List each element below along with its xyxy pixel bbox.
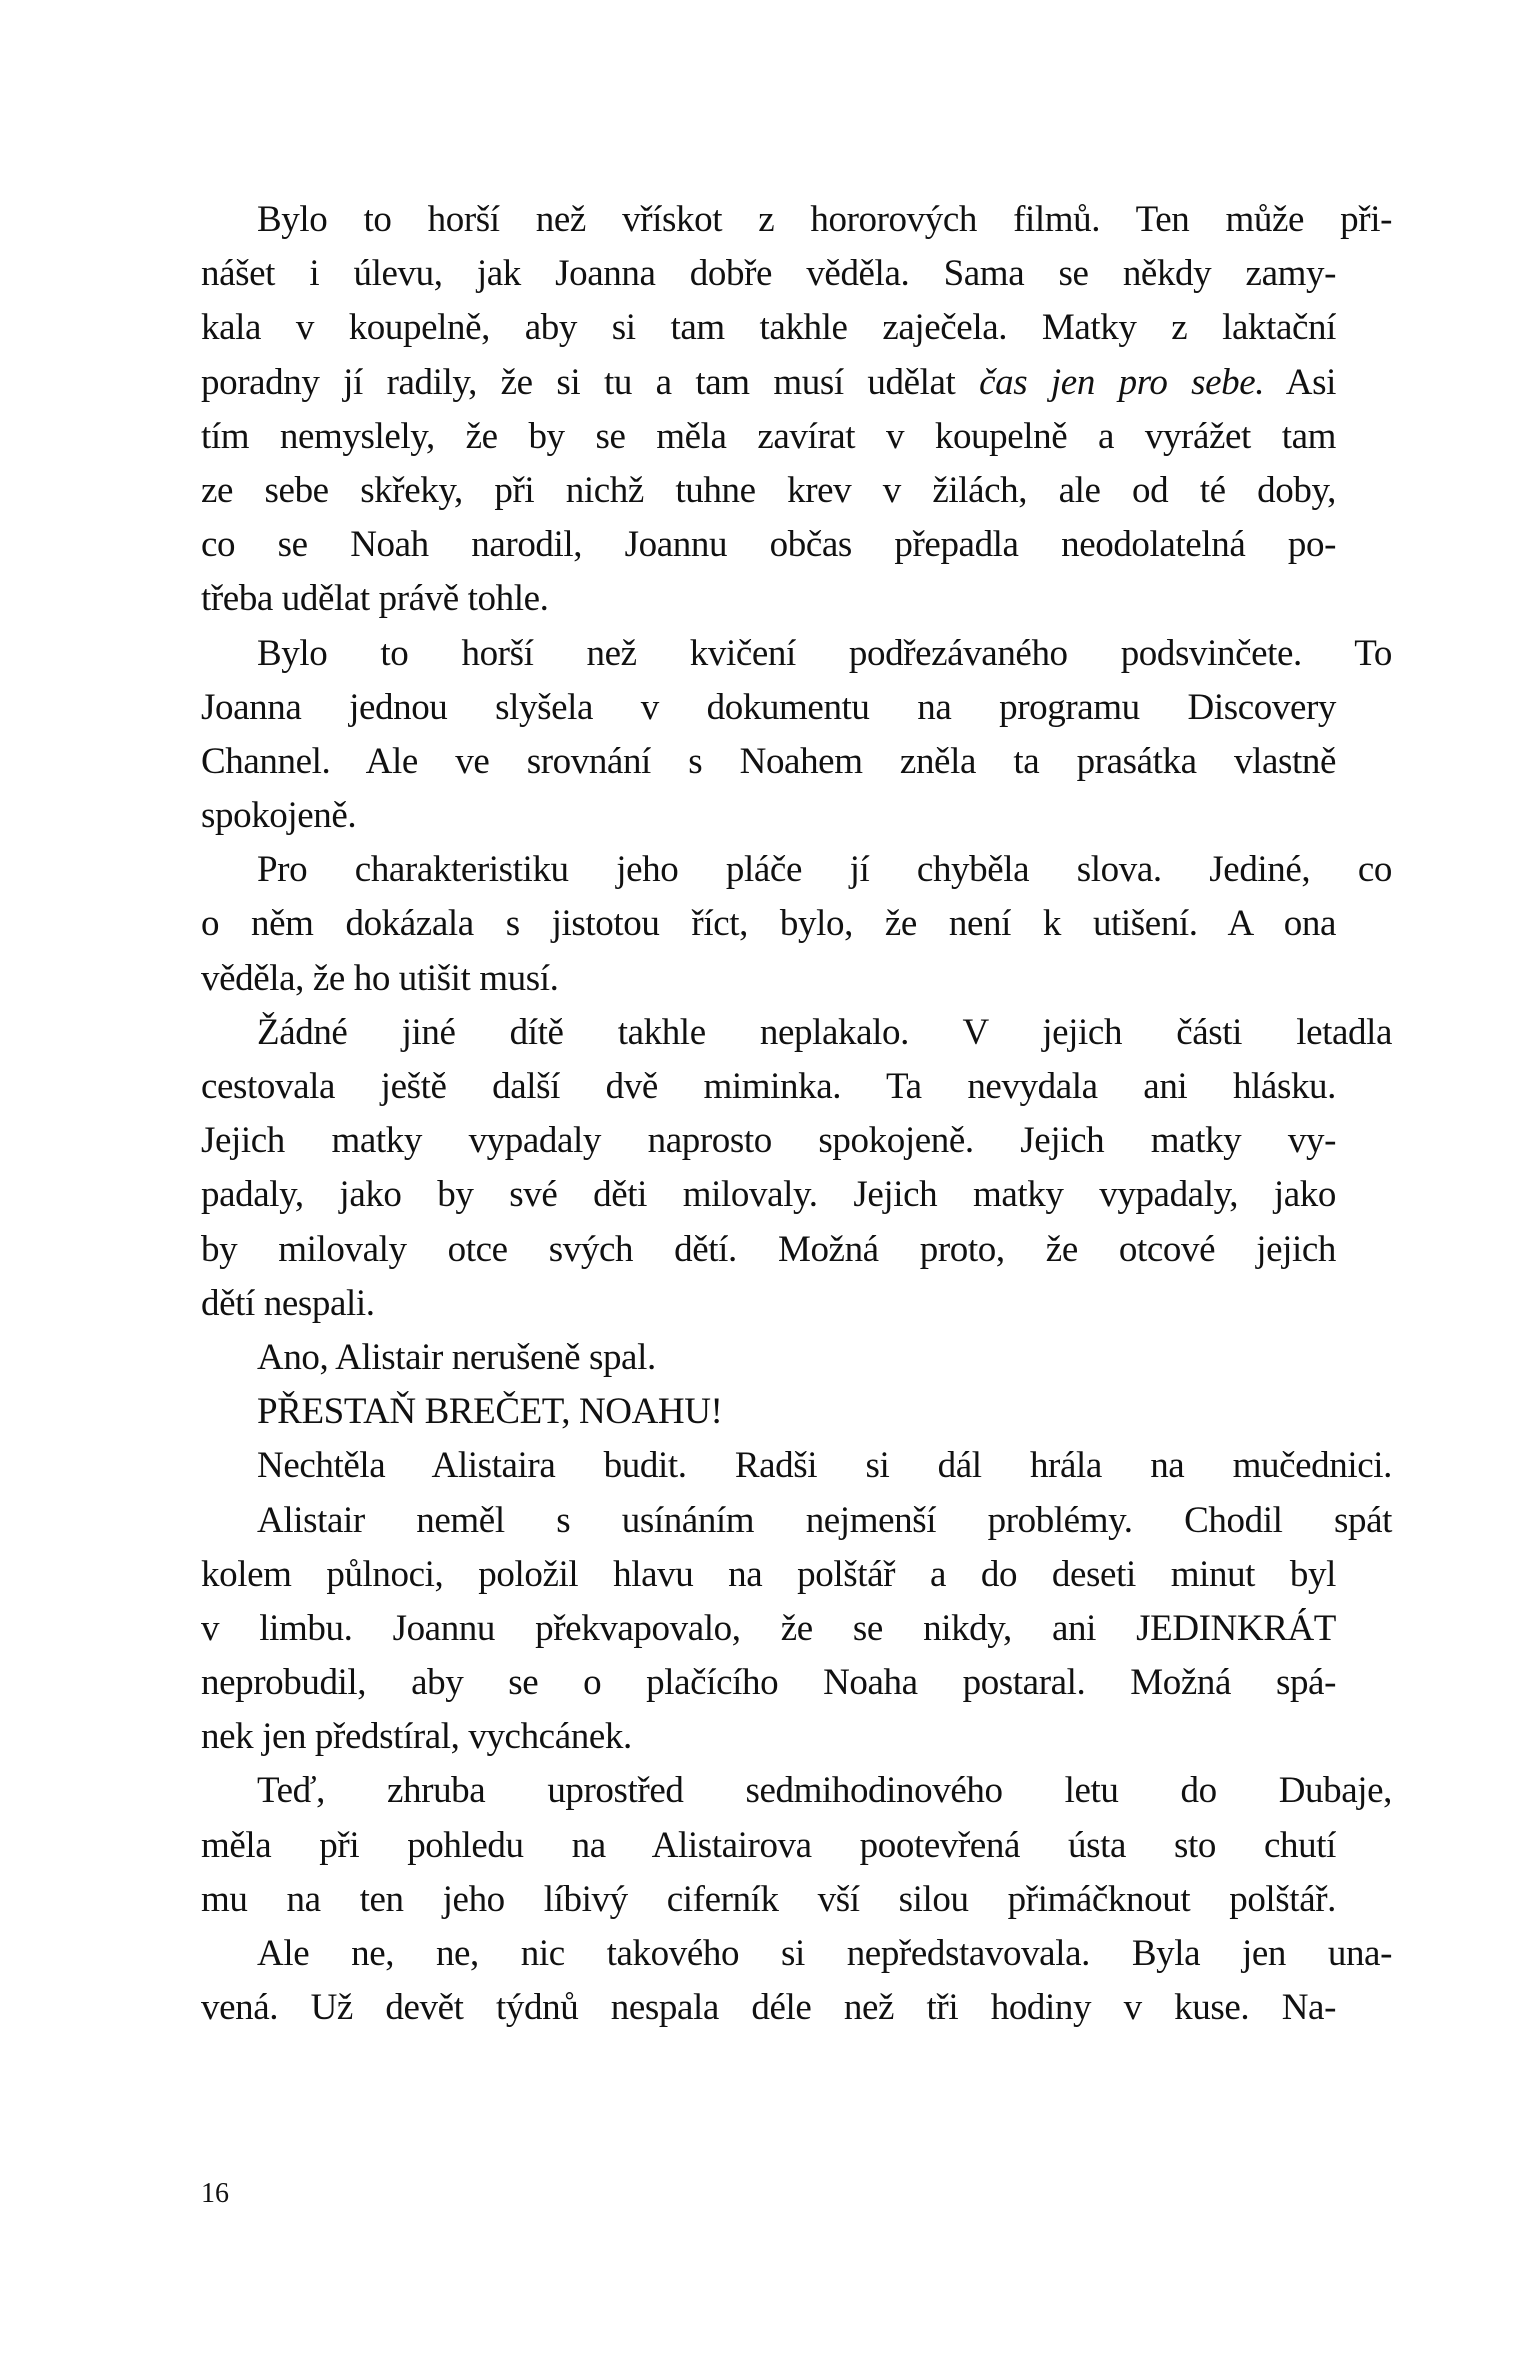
text-line: Alistair neměl s usínáním nejmenší problémy. Chodil spát bbox=[257, 1499, 1392, 1541]
text-line: kala v koupelně, aby si tam takhle zaječela. Matky z laktační bbox=[201, 307, 1336, 349]
text-line-with-italic bbox=[201, 356, 1336, 410]
text-line: dětí nespali. bbox=[201, 1282, 375, 1324]
text-line: Pro charakteristiku jeho pláče jí chyběla slova. Jediné, co bbox=[257, 849, 1392, 891]
text-line: Channel. Ale ve srovnání s Noahem zněla ta prasátka vlastně bbox=[201, 740, 1336, 782]
text-line: vená. Už devět týdnů nespala déle než tři hodiny v kuse. Na- bbox=[201, 1987, 1336, 2029]
text-line: Ale ne, ne, nic takového si nepředstavovala. Byla jen una- bbox=[257, 1933, 1392, 1974]
text-line: Ano, Alistair nerušeně spal. bbox=[257, 1336, 656, 1378]
text-line: v limbu. Joannu překvapovalo, že se nikdy, ani JEDINKRÁT bbox=[201, 1607, 1336, 1649]
text-line: Joanna jednou slyšela v dokumentu na programu Discovery bbox=[201, 686, 1336, 728]
text-line: Teď, zhruba uprostřed sedmihodinového letu do Dubaje, bbox=[257, 1770, 1392, 1812]
text-line: nek jen předstíral, vychcánek. bbox=[201, 1716, 632, 1758]
text-line: by milovaly otce svých dětí. Možná proto, že otcové jejich bbox=[201, 1228, 1336, 1270]
text-line: kolem půlnoci, položil hlavu na polštář a do deseti minut byl bbox=[201, 1553, 1336, 1595]
page-number: 16 bbox=[201, 2178, 229, 2209]
text-line: padaly, jako by své děti milovaly. Jejich matky vypadaly, jako bbox=[201, 1174, 1336, 1216]
italic-phrase: čas jen pro sebe. bbox=[979, 361, 1265, 403]
text-line: spokojeně. bbox=[201, 795, 357, 837]
text-line: PŘESTAŇ BREČET, NOAHU! bbox=[257, 1391, 723, 1433]
text-line: nášet i úlevu, jak Joanna dobře věděla. Sama se někdy zamy- bbox=[201, 253, 1336, 295]
text-line: tím nemyslely, že by se měla zavírat v koupelně a vyrážet tam bbox=[201, 415, 1336, 457]
text-line: mu na ten jeho líbivý ciferník vší silou přimáčknout polštář. bbox=[201, 1878, 1336, 1920]
text-line: měla při pohledu na Alistairova pootevřená ústa sto chutí bbox=[201, 1824, 1336, 1866]
text-line: neprobudil, aby se o plačícího Noaha postaral. Možná spá- bbox=[201, 1662, 1336, 1704]
text-line: Bylo to horší než vřískot z hororových filmů. Ten může při- bbox=[257, 199, 1392, 240]
text-line: o něm dokázala s jistotou říct, bylo, že není k utišení. A ona bbox=[201, 903, 1336, 945]
text-line: Žádné jiné dítě takhle neplakalo. V jejich části letadla bbox=[257, 1011, 1392, 1053]
text-line: cestovala ještě další dvě miminka. Ta nevydala ani hlásku. bbox=[201, 1066, 1336, 1107]
text-line: Nechtěla Alistaira budit. Radši si dál hrála na mučednici. bbox=[257, 1445, 1392, 1487]
text-line: co se Noah narodil, Joannu občas přepadla neodolatelná po- bbox=[201, 524, 1336, 566]
text-line: ze sebe skřeky, při nichž tuhne krev v žilách, ale od té doby, bbox=[201, 469, 1336, 511]
text-fragment: Asi bbox=[1264, 361, 1337, 403]
text-line: věděla, že ho utišit musí. bbox=[201, 957, 559, 999]
text-line: Bylo to horší než kvičení podřezávaného podsvinčete. To bbox=[257, 632, 1392, 674]
text-line: Jejich matky vypadaly naprosto spokojeně. Jejich matky vy- bbox=[201, 1120, 1336, 1162]
text-fragment: poradny jí radily, že si tu a tam musí udělat bbox=[201, 361, 980, 403]
body-text bbox=[201, 193, 1392, 2035]
text-line: třeba udělat právě tohle. bbox=[201, 578, 549, 620]
